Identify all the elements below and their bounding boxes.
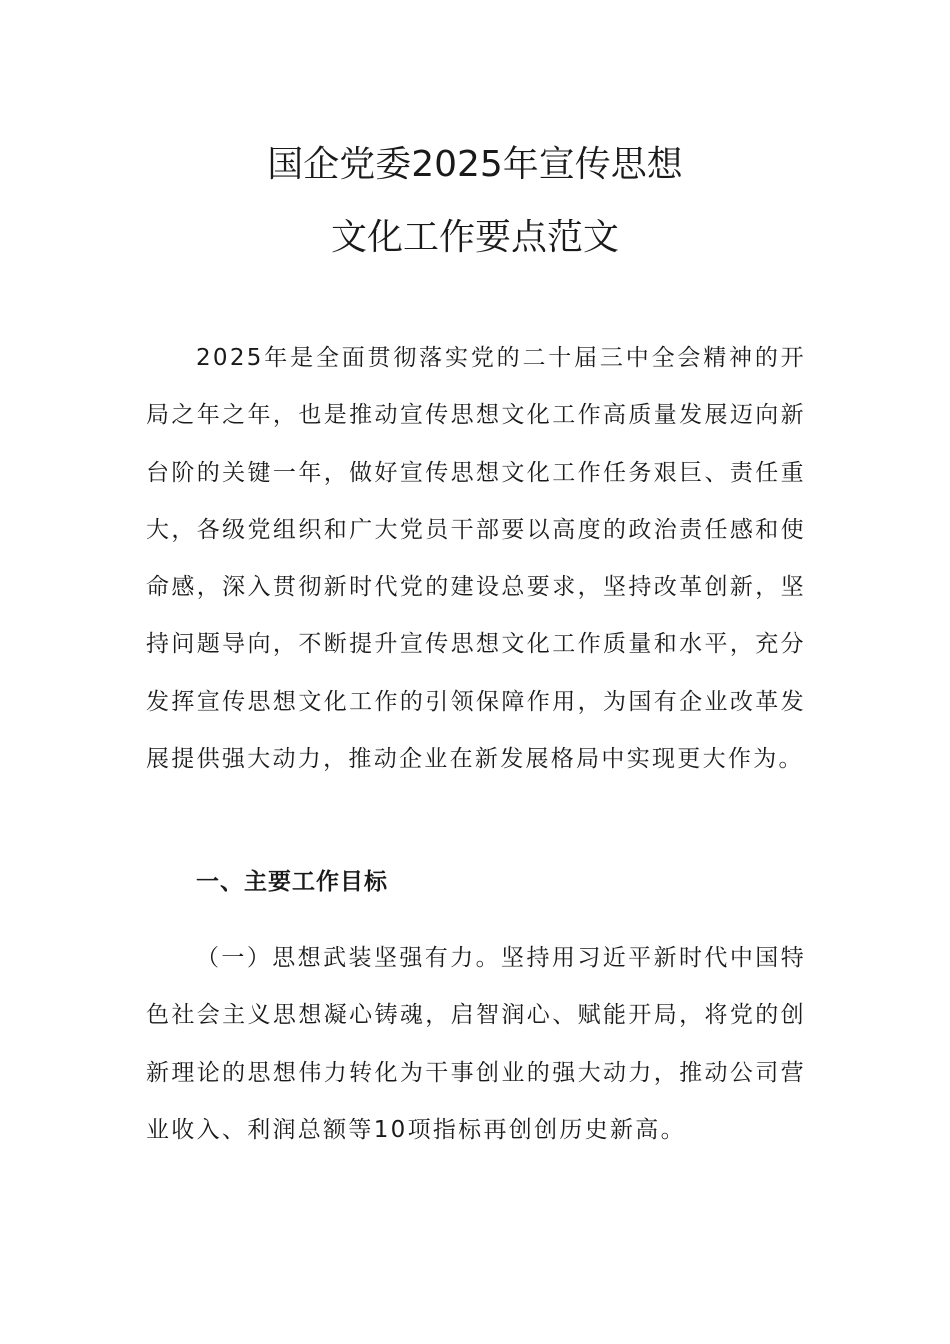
- document-title-line1: 国企党委2025年宣传思想: [267, 144, 683, 185]
- document-title-line2: 文化工作要点范文: [330, 217, 619, 258]
- goal-paragraph-1: （一）思想武装坚强有力。坚持用习近平新时代中国特色社会主义思想凝心铸魂，启智润心、赋能开局，将党的创新理论的思想伟力转化为干事创业的强大动力，推动公司营业收入、利润总额等10项指标再创创历史新高。: [146, 945, 806, 1143]
- intro-paragraph: 2025年是全面贯彻落实党的二十届三中全会精神的开局之年之年，也是推动宣传思想文化工作高质量发展迈向新台阶的关键一年，做好宣传思想文化工作任务艰巨、责任重大，各级党组织和广大党员干部要以高度的政治责任感和使命感，深入贯彻新时代党的建设总要求，坚持改革创新，坚持问题导向，不断提升宣传思想文化工作质量和水平，充分发挥宣传思想文化工作的引领保障作用，为国有企业改革发展提供强大动力，推动企业在新发展格局中实现更大作为。: [146, 345, 806, 773]
- section-heading-main-goals: 一、主要工作目标: [196, 869, 388, 895]
